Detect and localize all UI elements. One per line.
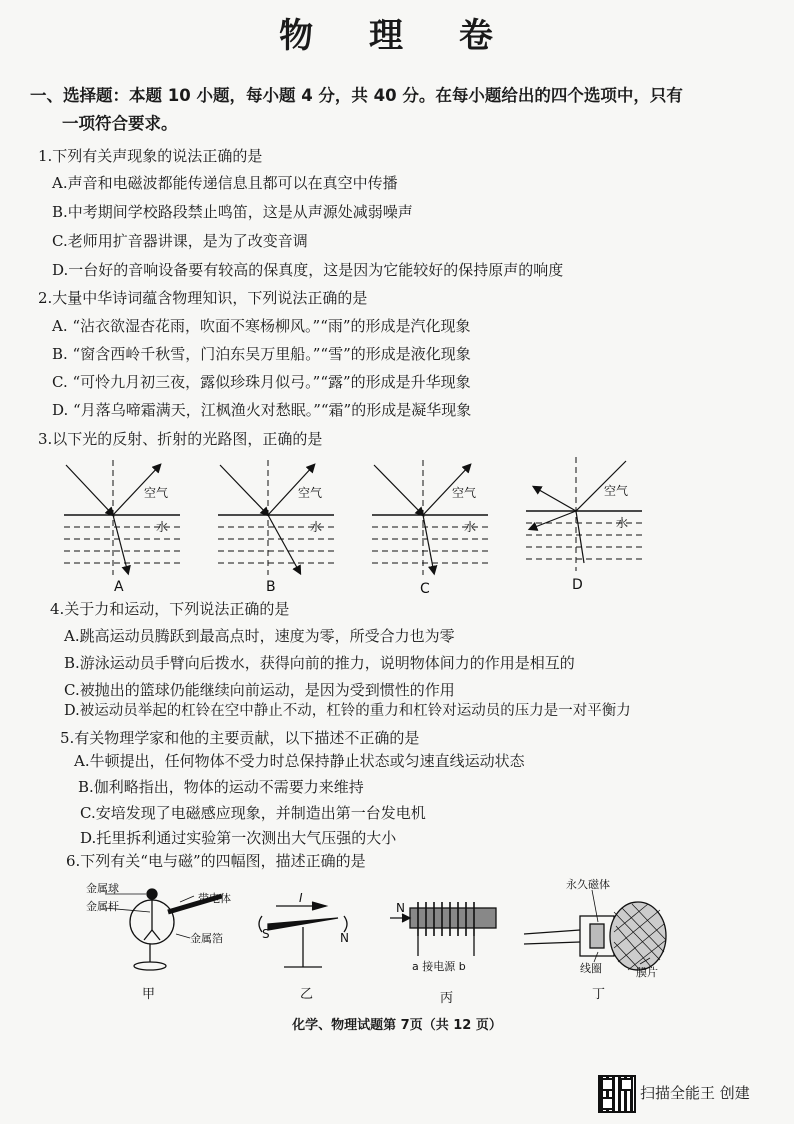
em-jia-rod-label: 金属杆 <box>86 900 119 913</box>
optics-d-water-label: 水 <box>616 516 629 530</box>
optics-a-water-label: 水 <box>156 520 169 534</box>
question-1-option-c: C.老师用扩音器讲课，是为了改变音调 <box>52 232 308 250</box>
optics-b-label: B <box>266 579 276 595</box>
question-1-option-a: A.声音和电磁波都能传递信息且都可以在真空中传播 <box>52 174 398 192</box>
em-ding-label: 丁 <box>592 987 606 1002</box>
section-heading-line2: 一项符合要求。 <box>62 114 178 133</box>
optics-figure-c <box>372 460 488 597</box>
optics-c-label: C <box>420 581 430 597</box>
optics-figure-d <box>526 457 642 593</box>
qr-code-icon <box>598 1075 636 1113</box>
question-2-option-c: C. “可怜九月初三夜，露似珍珠月似弓。”“露”的形成是升华现象 <box>52 373 471 391</box>
em-ding-coil-label: 线圈 <box>580 962 602 975</box>
em-figure-ding <box>524 890 666 970</box>
em-bing-power-label: a 接电源 b <box>412 960 466 973</box>
em-figure-yi <box>259 902 347 967</box>
optics-figures <box>0 455 794 605</box>
em-jia-label: 甲 <box>142 987 156 1002</box>
question-5-option-d: D.托里拆利通过实验第一次测出大气压强的大小 <box>80 829 397 847</box>
page-footer: 化学、物理试题第 7页（共 12 页） <box>292 1018 502 1033</box>
question-4-option-b: B.游泳运动员手臂向后拨水，获得向前的推力，说明物体间力的作用是相互的 <box>64 654 575 672</box>
em-yi-current-label: I <box>299 891 303 905</box>
question-6-stem: 6.下列有关“电与磁”的四幅图，描述正确的是 <box>66 852 366 870</box>
em-figure-bing <box>390 902 496 956</box>
optics-figure-b <box>218 460 334 595</box>
scanner-watermark: 扫描全能王 创建 <box>640 1084 750 1102</box>
em-yi-s-label: S <box>262 927 270 941</box>
optics-d-air-label: 空气 <box>604 484 629 498</box>
em-jia-charged-label: 带电体 <box>198 892 231 905</box>
question-3-stem: 3.以下光的反射、折射的光路图，正确的是 <box>38 430 323 448</box>
question-2-option-a: A. “沾衣欲湿杏花雨，吹面不寒杨柳风。”“雨”的形成是汽化现象 <box>52 317 471 335</box>
page-title: 物 理 卷 <box>279 16 515 56</box>
em-jia-foil-label: 金属箔 <box>190 932 223 945</box>
em-yi-n-label: N <box>340 931 349 945</box>
optics-figure-a <box>64 460 180 595</box>
optics-c-air-label: 空气 <box>452 486 477 500</box>
em-jia-ball-label: 金属球 <box>86 882 119 895</box>
question-5-stem: 5.有关物理学家和他的主要贡献，以下描述不正确的是 <box>60 729 420 747</box>
section-heading <box>30 82 730 138</box>
question-1-stem: 1.下列有关声现象的说法正确的是 <box>38 147 263 165</box>
optics-b-water-label: 水 <box>310 520 323 534</box>
question-2-option-d: D. “月落乌啼霜满天，江枫渔火对愁眠。”“霜”的形成是凝华现象 <box>52 401 472 419</box>
em-ding-magnet-label: 永久磁体 <box>566 878 610 891</box>
section-heading-line1: 一、选择题：本题 10 小题，每小题 4 分，共 40 分。在每小题给出的四个选项中，只有 <box>30 86 683 105</box>
question-2-option-b: B. “窗含西岭千秋雪，门泊东吴万里船。”“雪”的形成是液化现象 <box>52 345 471 363</box>
optics-a-label: A <box>114 579 124 595</box>
optics-c-water-label: 水 <box>464 520 477 534</box>
em-yi-label: 乙 <box>300 987 314 1002</box>
question-1-option-b: B.中考期间学校路段禁止鸣笛，这是从声源处减弱噪声 <box>52 203 413 221</box>
electromagnetism-figures <box>0 872 794 1007</box>
question-4-option-a: A.跳高运动员腾跃到最高点时，速度为零，所受合力也为零 <box>64 627 455 645</box>
optics-d-label: D <box>572 577 583 593</box>
em-bing-n-label: N <box>396 901 405 915</box>
question-5-option-c: C.安培发现了电磁感应现象，并制造出第一台发电机 <box>80 804 426 822</box>
optics-b-air-label: 空气 <box>298 486 323 500</box>
optics-a-air-label: 空气 <box>144 486 169 500</box>
question-4-stem: 4.关于力和运动，下列说法正确的是 <box>50 600 290 618</box>
question-4-option-d: D.被运动员举起的杠铃在空中静止不动，杠铃的重力和杠铃对运动员的压力是一对平衡力 <box>64 703 631 719</box>
question-2-stem: 2.大量中华诗词蕴含物理知识，下列说法正确的是 <box>38 289 368 307</box>
question-4-option-c: C.被抛出的篮球仍能继续向前运动，是因为受到惯性的作用 <box>64 681 455 699</box>
em-bing-label: 丙 <box>440 991 454 1006</box>
question-1-option-d: D.一台好的音响设备要有较高的保真度，这是因为它能较好的保持原声的响度 <box>52 261 564 279</box>
question-5-option-a: A.牛顿提出，任何物体不受力时总保持静止状态或匀速直线运动状态 <box>74 752 525 770</box>
em-ding-membrane-label: 膜片 <box>636 966 658 979</box>
question-5-option-b: B.伽利略指出，物体的运动不需要力来维持 <box>78 778 364 796</box>
